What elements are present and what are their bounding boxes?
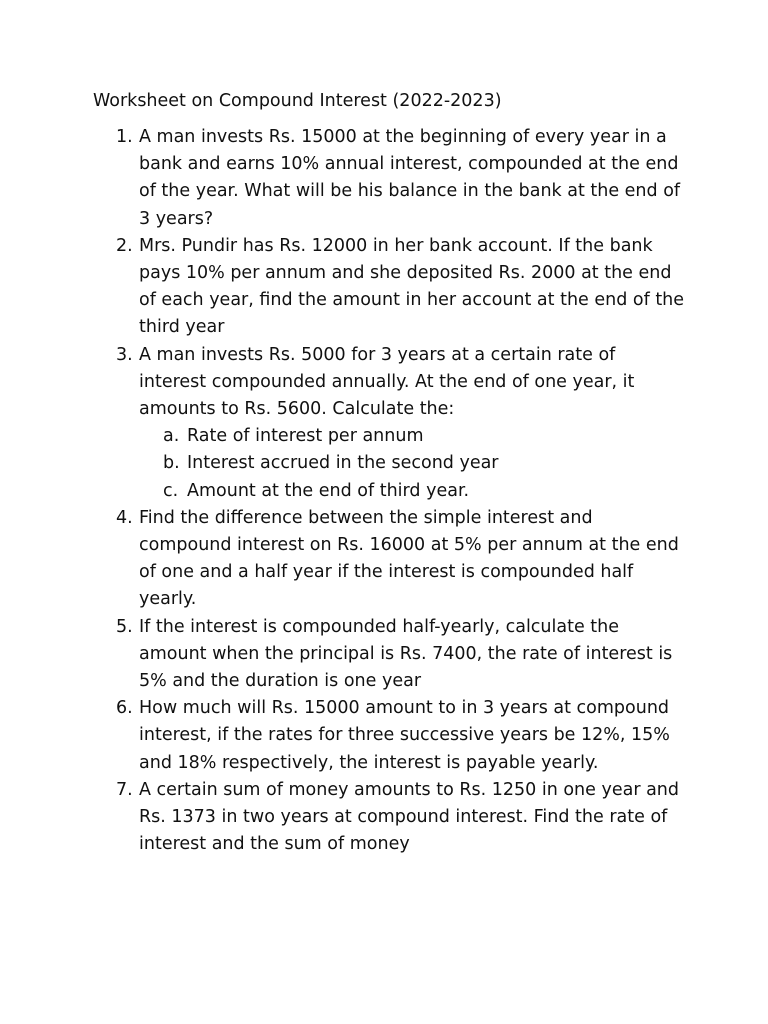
question-number: 2. (116, 235, 133, 256)
question-text: A man invests Rs. 5000 for 3 years at a certain rate of interest compounded annually. At the end of one year, it amounts to Rs. 5600. Calculate the: (139, 344, 635, 420)
subpart-letter: b. (163, 453, 180, 474)
subpart-letter: a. (163, 426, 180, 447)
question-6 (116, 695, 686, 777)
subpart-c (163, 478, 686, 505)
question-number: 4. (116, 507, 133, 528)
question-number: 7. (116, 779, 133, 800)
question-text: A certain sum of money amounts to Rs. 1250 in one year and Rs. 1373 in two years at compound interest. Find the rate of interest and the sum of money (139, 779, 680, 855)
subpart-a (163, 423, 686, 450)
subpart-text: Interest accrued in the second year (187, 453, 499, 474)
question-text: How much will Rs. 15000 amount to in 3 years at compound interest, if the rates for three successive years be 12%, 15% and 18% respectively, the interest is payable yearly. (139, 698, 670, 773)
subpart-b (163, 450, 686, 477)
question-number: 5. (116, 616, 133, 637)
question-text: Mrs. Pundir has Rs. 12000 in her bank account. If the bank pays 10% per annum and she deposited Rs. 2000 at the end of each year, find the amount in her account at the end of the third year (139, 235, 685, 338)
subpart-letter: c. (163, 480, 179, 501)
question-4 (116, 505, 686, 614)
question-number: 3. (116, 344, 133, 365)
question-1 (116, 124, 686, 233)
worksheet-title: Worksheet on Compound Interest (2022-2023) (93, 91, 502, 111)
subpart-text: Rate of interest per annum (187, 426, 424, 447)
subpart-text: Amount at the end of third year. (187, 480, 470, 501)
question-body (139, 342, 686, 505)
question-text: A man invests Rs. 15000 at the beginning of every year in a bank and earns 10% annual interest, compounded at the end of the year. What will be his balance in the bank at the end of 3 years? (139, 127, 681, 229)
question-list (116, 124, 686, 858)
question-number: 6. (116, 698, 133, 719)
question-5 (116, 614, 686, 696)
question-number: 1. (116, 127, 133, 147)
question-text: Find the difference between the simple interest and compound interest on Rs. 16000 at 5% per annum at the end of one and a half year if the interest is compounded half yearly. (139, 507, 679, 610)
question-7 (116, 777, 686, 859)
question-2 (116, 233, 686, 342)
question-3 (116, 342, 686, 505)
subpart-list (139, 423, 686, 505)
question-text: If the interest is compounded half-yearly, calculate the amount when the principal is Rs. 7400, the rate of interest is 5% and the duration is one year (139, 616, 673, 692)
